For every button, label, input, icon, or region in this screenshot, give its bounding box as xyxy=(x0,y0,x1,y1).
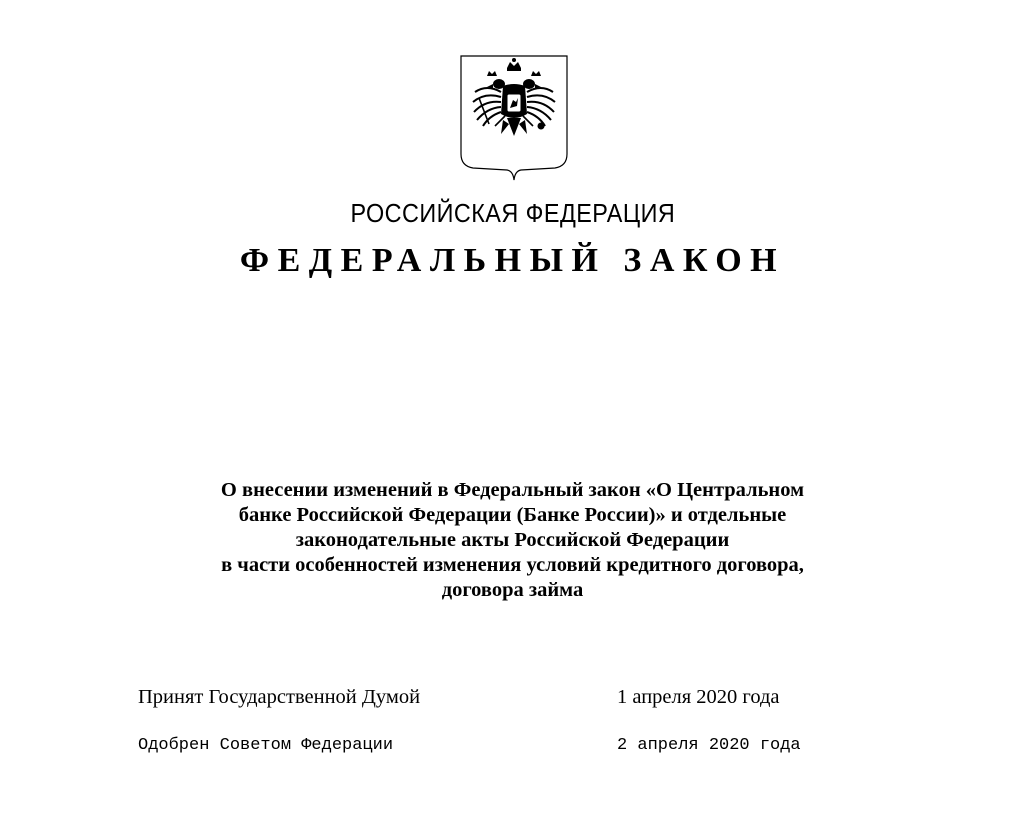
law-title-line: законодательные акты Российской Федерации xyxy=(295,529,730,551)
country-name: РОССИЙСКАЯ ФЕДЕРАЦИЯ xyxy=(350,198,676,228)
duma-approval-row xyxy=(0,686,1025,716)
duma-approval-label: Принят Государственной Думой xyxy=(138,686,421,708)
law-title-line: в части особенностей изменения условий кредитного договора, xyxy=(221,554,804,576)
law-title-line: О внесении изменений в Федеральный закон «О Центральном xyxy=(220,479,805,501)
law-title-line: банке Российской Федерации (Банке России)» и отдельные xyxy=(238,504,787,526)
council-approval-row xyxy=(0,736,1025,766)
document-type-heading: ФЕДЕРАЛЬНЫЙ ЗАКОН xyxy=(239,242,786,279)
law-title xyxy=(0,478,1025,603)
duma-approval-date: 1 апреля 2020 года xyxy=(617,686,780,708)
coat-of-arms-icon xyxy=(457,54,571,182)
council-approval-date: 2 апреля 2020 года xyxy=(617,736,801,755)
council-approval-label: Одобрен Советом Федерации xyxy=(138,736,394,755)
law-title-line: договора займа xyxy=(441,579,584,601)
